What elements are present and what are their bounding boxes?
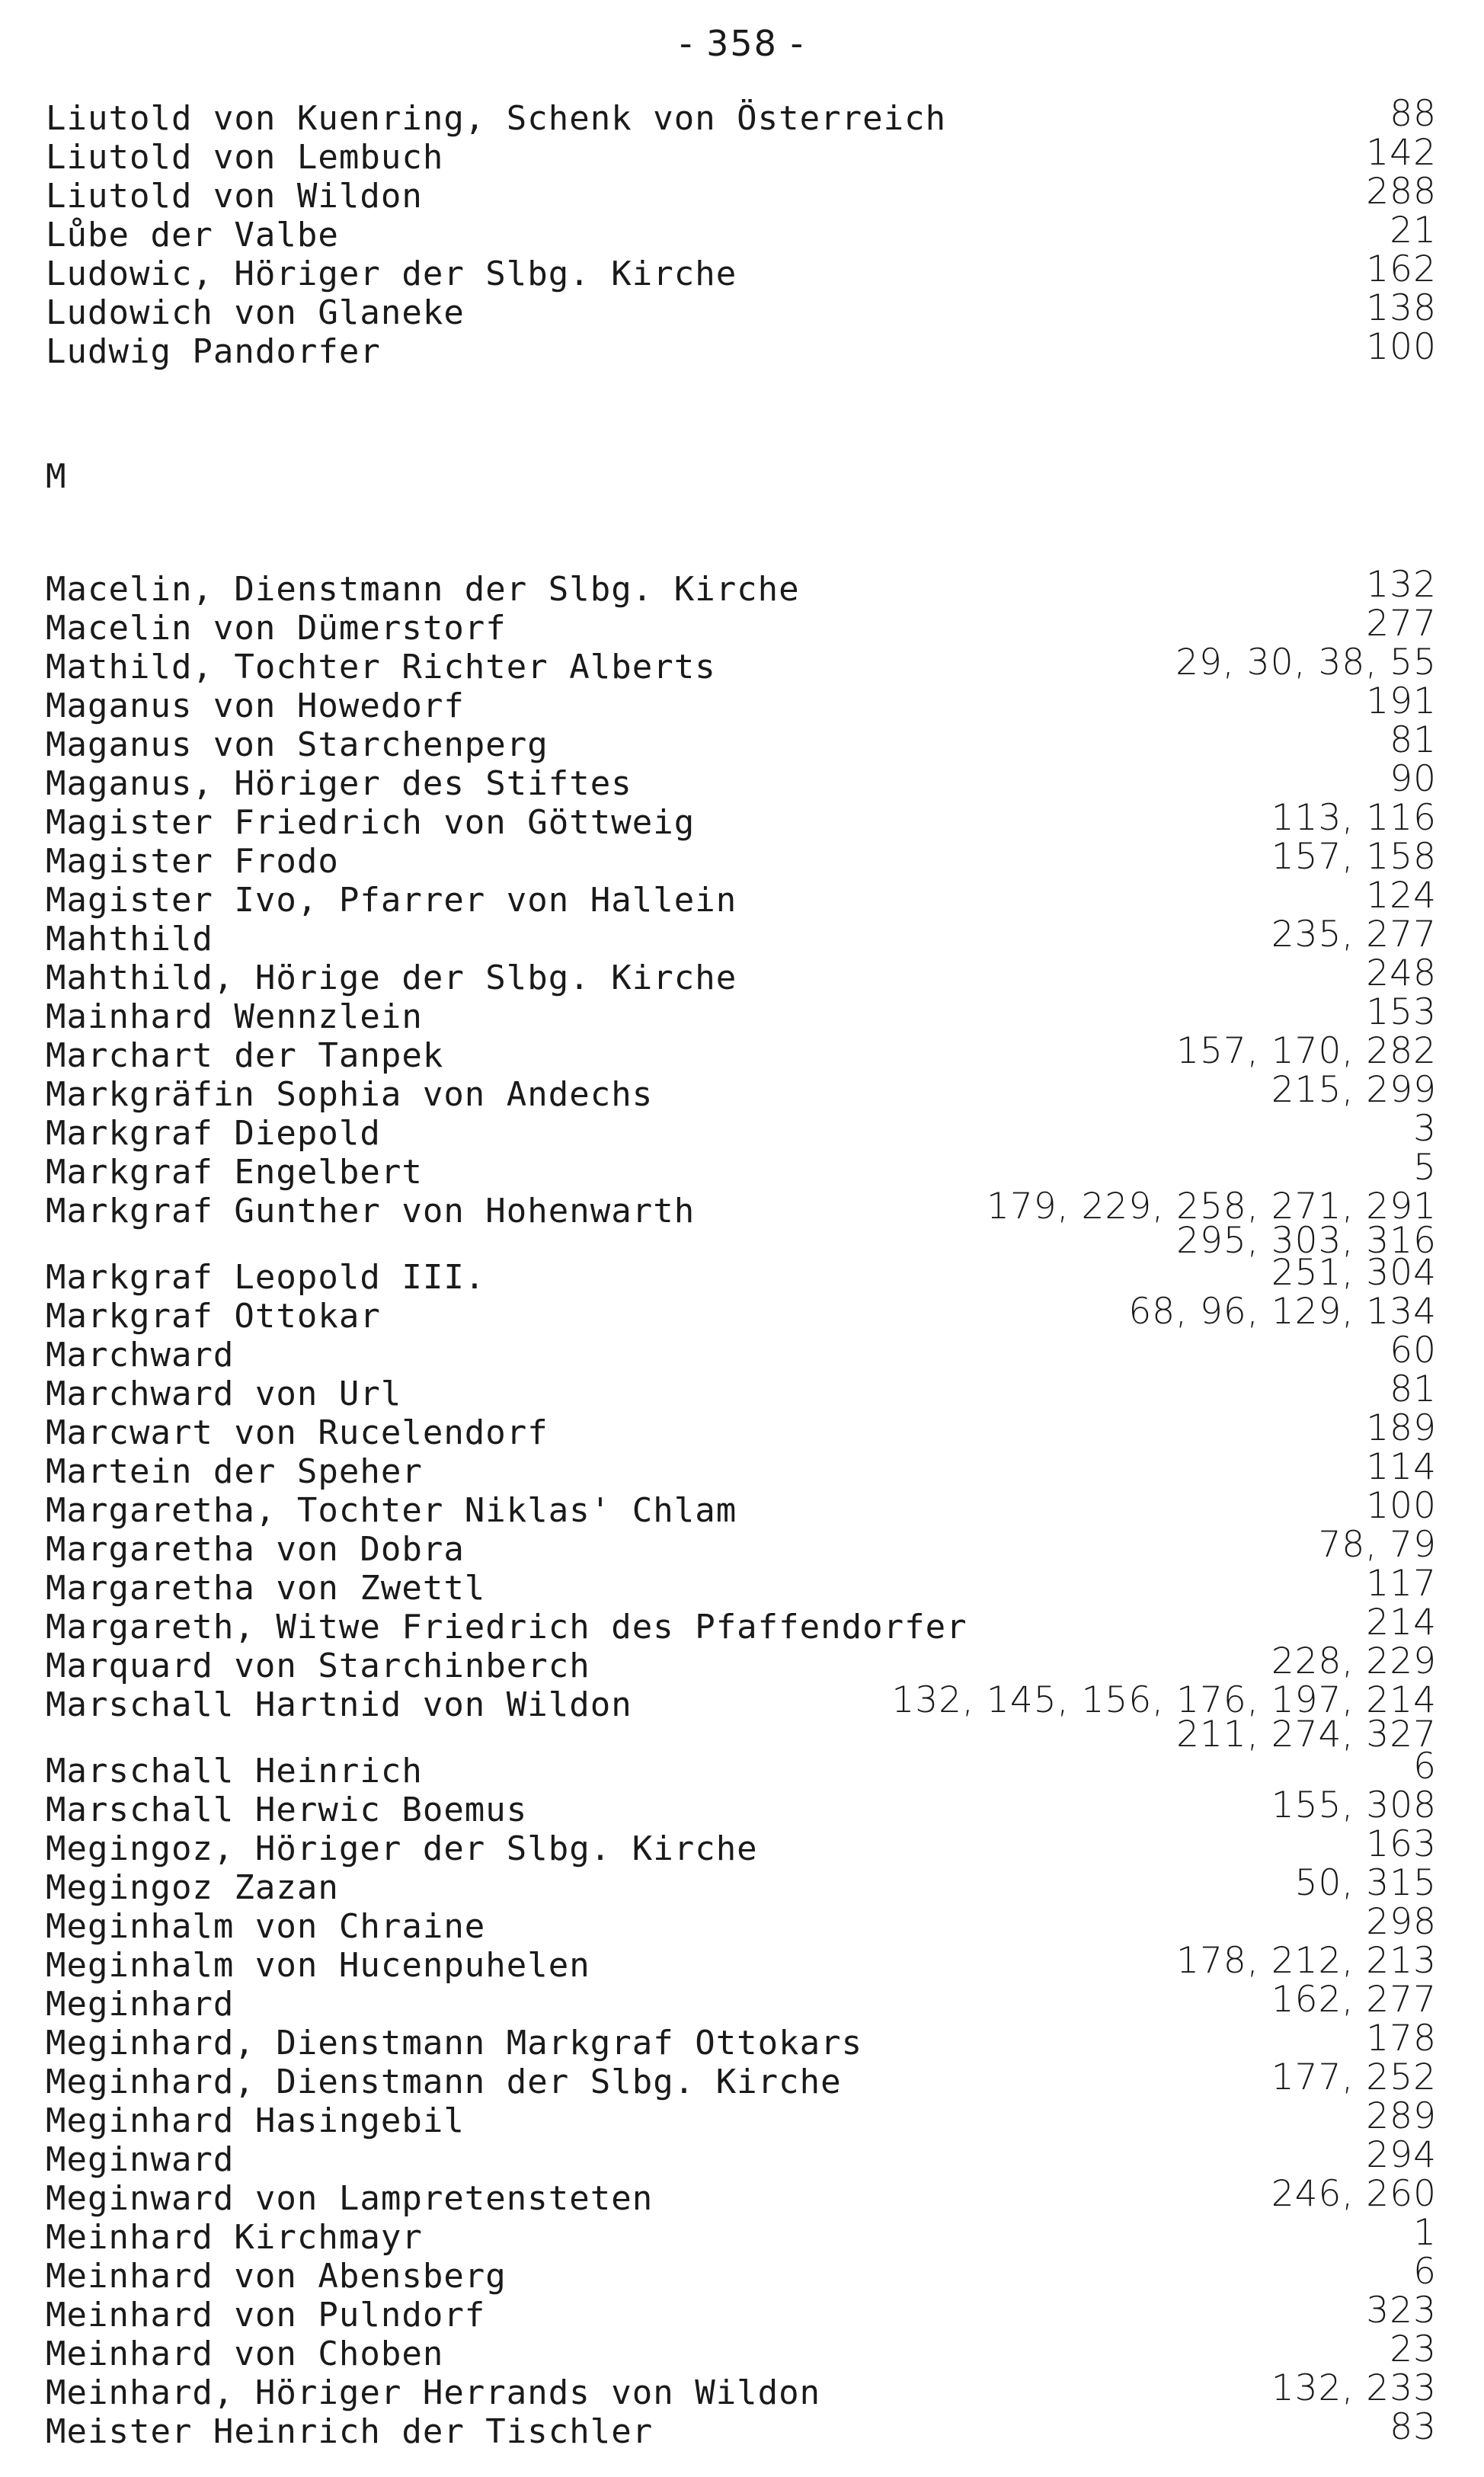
entry-pages: 132, 233 — [1271, 2367, 1437, 2409]
entry-pages: 298 — [1366, 1901, 1437, 1943]
entry-name: Martein der Speher — [46, 1452, 423, 1491]
entry-pages: 5 — [1413, 1147, 1437, 1189]
index-entry — [0, 914, 1484, 959]
entry-pages: 228, 229 — [1271, 1640, 1437, 1682]
entry-name: Liutold von Wildon — [46, 177, 423, 216]
entry-name: Meginhard — [46, 1985, 235, 2024]
index-entry — [0, 1940, 1484, 1986]
index-entry — [0, 1446, 1484, 1492]
entry-pages: 248 — [1366, 952, 1437, 994]
entry-name: Liutold von Lembuch — [46, 138, 444, 177]
entry-name: Marschall Hartnid von Wildon — [46, 1685, 632, 1724]
entry-name: Marschall Herwic Boemus — [46, 1791, 528, 1829]
entry-pages: 138 — [1366, 287, 1437, 329]
index-entry — [0, 1330, 1484, 1375]
entry-pages: 294 — [1366, 2134, 1437, 2176]
entry-name: Markgraf Ottokar — [46, 1297, 381, 1336]
entry-name: Meinhard von Pulndorf — [46, 2296, 486, 2335]
entry-name: Meginhalm von Hucenpuhelen — [46, 1946, 590, 1985]
index-entry — [0, 2328, 1484, 2374]
entry-name: Markgraf Gunther von Hohenwarth — [46, 1192, 696, 1230]
index-entry — [0, 1563, 1484, 1608]
entry-name: Margaretha von Zwettl — [46, 1569, 486, 1608]
entry-pages: 235, 277 — [1271, 914, 1437, 955]
entry-pages: 124 — [1366, 875, 1437, 917]
entry-pages: 189 — [1366, 1407, 1437, 1449]
entry-pages: 178, 212, 213 — [1176, 1940, 1437, 1982]
entry-name: Marquard von Starchinberch — [46, 1647, 590, 1685]
entry-name: Maganus von Starchenperg — [46, 725, 549, 764]
index-entry — [0, 93, 1484, 139]
entry-name: Megingoz Zazan — [46, 1868, 339, 1907]
entry-pages: 88 — [1390, 93, 1437, 135]
entry-pages: 157, 170, 282 — [1176, 1030, 1437, 1072]
entry-name: Macelin von Dümerstorf — [46, 609, 507, 648]
entry-name: Ludowic, Höriger der Slbg. Kirche — [46, 254, 737, 293]
index-entry — [0, 1030, 1484, 1076]
index-entry — [0, 2367, 1484, 2413]
index-entry — [0, 719, 1484, 765]
entry-pages: 81 — [1390, 719, 1437, 761]
index-entry — [0, 1368, 1484, 1414]
index-entry — [0, 1979, 1484, 2024]
entry-pages: 23 — [1390, 2328, 1437, 2370]
index-entry — [0, 326, 1484, 372]
entry-pages: 277 — [1366, 603, 1437, 645]
entry-pages: 83 — [1390, 2406, 1437, 2448]
entry-pages: 323 — [1366, 2290, 1437, 2331]
entry-name: Maganus von Howedorf — [46, 686, 465, 725]
entry-pages: 90 — [1390, 758, 1437, 800]
entry-pages-continued: 295, 303, 316 — [1176, 1220, 1437, 1262]
index-entry — [0, 875, 1484, 920]
entry-name: Marchward von Url — [46, 1375, 402, 1413]
entry-pages: 177, 252 — [1271, 2056, 1437, 2098]
index-entry — [0, 836, 1484, 882]
index-entry — [0, 952, 1484, 998]
entry-name: Meginhard, Dienstmann der Slbg. Kirche — [46, 2063, 842, 2101]
entry-pages-continued: 211, 274, 327 — [1176, 1714, 1437, 1755]
entry-name: Mainhard Wennzlein — [46, 997, 423, 1036]
index-entry — [0, 210, 1484, 255]
page-number: - 358 - — [679, 23, 805, 64]
entry-pages: 113, 116 — [1271, 797, 1437, 839]
entry-name: Ludwig Pandorfer — [46, 332, 381, 371]
entry-name: Markgraf Engelbert — [46, 1153, 423, 1192]
entry-name: Marschall Heinrich — [46, 1752, 423, 1791]
entry-name: Margaretha, Tochter Niklas' Chlam — [46, 1491, 737, 1530]
index-entry — [0, 2056, 1484, 2102]
index-entry — [0, 287, 1484, 333]
entry-pages: 132 — [1366, 564, 1437, 606]
index-entry — [0, 1524, 1484, 1570]
index-entry — [0, 1485, 1484, 1531]
entry-pages: 142 — [1366, 132, 1437, 174]
index-entry — [0, 132, 1484, 178]
entry-name: Megingoz, Höriger der Slbg. Kirche — [46, 1829, 758, 1868]
index-entry — [0, 248, 1484, 294]
entry-name: Magister Friedrich von Göttweig — [46, 803, 696, 842]
entry-pages: 162, 277 — [1271, 1979, 1437, 2021]
entry-pages: 81 — [1390, 1368, 1437, 1410]
entry-name: Meinhard von Choben — [46, 2335, 444, 2373]
entry-name: Meinhard Kirchmayr — [46, 2218, 423, 2257]
entry-name: Maganus, Höriger des Stiftes — [46, 764, 632, 803]
index-entry — [0, 1746, 1484, 1791]
entry-name: Meinhard, Höriger Herrands von Wildon — [46, 2373, 821, 2412]
entry-name: Meister Heinrich der Tischler — [46, 2412, 654, 2451]
entry-name: Meginhard, Dienstmann Markgraf Ottokars — [46, 2024, 863, 2063]
entry-pages: 153 — [1366, 991, 1437, 1033]
entry-pages: 251, 304 — [1271, 1252, 1437, 1294]
entry-pages: 78, 79 — [1318, 1524, 1437, 1566]
entry-pages: 191 — [1366, 680, 1437, 722]
index-entry — [0, 2290, 1484, 2335]
entry-name: Meginhalm von Chraine — [46, 1907, 486, 1946]
index-entry — [0, 2212, 1484, 2258]
entry-name: Macelin, Dienstmann der Slbg. Kirche — [46, 570, 800, 609]
entry-name: Markgraf Leopold III. — [46, 1258, 486, 1297]
index-entry — [0, 1407, 1484, 1453]
index-entry — [0, 2251, 1484, 2296]
entry-pages: 178 — [1366, 2018, 1437, 2059]
entry-pages: 155, 308 — [1271, 1784, 1437, 1826]
entry-name: Mathild, Tochter Richter Alberts — [46, 648, 716, 686]
entry-pages: 288 — [1366, 171, 1437, 213]
index-entry — [0, 1602, 1484, 1647]
index-entry — [0, 2134, 1484, 2180]
index-entry — [0, 1862, 1484, 1908]
entry-pages: 162 — [1366, 248, 1437, 290]
entry-pages: 68, 96, 129, 134 — [1128, 1291, 1437, 1333]
index-entry — [0, 1069, 1484, 1115]
entry-pages: 132, 145, 156, 176, 197, 214 — [891, 1679, 1437, 1721]
index-entry — [0, 642, 1484, 687]
entry-pages: 214 — [1366, 1602, 1437, 1643]
entry-name: Mahthild — [46, 920, 213, 958]
entry-name: Magister Frodo — [46, 842, 339, 881]
entry-pages: 3 — [1413, 1108, 1437, 1150]
index-entry — [0, 680, 1484, 726]
entry-pages: 1 — [1413, 2212, 1437, 2254]
index-entry — [0, 797, 1484, 843]
entry-pages: 157, 158 — [1271, 836, 1437, 878]
entry-name: Meginward von Lampretensteten — [46, 2179, 654, 2218]
entry-pages: 289 — [1366, 2095, 1437, 2137]
index-entry — [0, 2018, 1484, 2063]
entry-name: Liutold von Kuenring, Schenk von Österreich — [46, 99, 947, 138]
entry-pages: 114 — [1366, 1446, 1437, 1488]
entry-pages: 179, 229, 258, 271, 291 — [986, 1186, 1437, 1227]
entry-pages: 21 — [1390, 210, 1437, 251]
entry-pages: 246, 260 — [1271, 2173, 1437, 2215]
index-entry — [0, 1108, 1484, 1154]
entry-name: Lůbe der Valbe — [46, 216, 339, 254]
entry-name: Marchward — [46, 1336, 235, 1375]
entry-name: Margaretha von Dobra — [46, 1530, 465, 1569]
section-letter: M — [46, 457, 66, 496]
index-entry — [0, 171, 1484, 216]
entry-name: Markgraf Diepold — [46, 1114, 381, 1153]
index-entry — [0, 2095, 1484, 2141]
entry-name: Marchart der Tanpek — [46, 1036, 444, 1075]
entry-name: Meginhard Hasingebil — [46, 2101, 465, 2140]
entry-name: Magister Ivo, Pfarrer von Hallein — [46, 881, 737, 920]
entry-name: Marcwart von Rucelendorf — [46, 1413, 549, 1452]
entry-pages: 117 — [1366, 1563, 1437, 1605]
entry-pages: 163 — [1366, 1823, 1437, 1865]
entry-pages: 60 — [1390, 1330, 1437, 1371]
index-entry — [0, 758, 1484, 804]
entry-name: Meginward — [46, 2140, 235, 2179]
index-entry — [0, 2173, 1484, 2219]
entry-pages: 215, 299 — [1271, 1069, 1437, 1111]
entry-pages: 29, 30, 38, 55 — [1175, 642, 1437, 683]
entry-name: Mahthild, Hörige der Slbg. Kirche — [46, 958, 737, 997]
entry-name: Meinhard von Abensberg — [46, 2257, 507, 2296]
entry-pages: 6 — [1413, 2251, 1437, 2293]
index-entry — [0, 1291, 1484, 1336]
entry-name: Margareth, Witwe Friedrich des Pfaffendorfer — [46, 1608, 967, 1647]
index-entry — [0, 564, 1484, 610]
entry-pages: 100 — [1366, 1485, 1437, 1527]
entry-name: Ludowich von Glaneke — [46, 293, 465, 332]
entry-pages: 50, 315 — [1294, 1862, 1437, 1904]
entry-name: Markgräfin Sophia von Andechs — [46, 1075, 654, 1114]
index-entry — [0, 2406, 1484, 2452]
entry-pages: 100 — [1366, 326, 1437, 368]
index-entry — [0, 1823, 1484, 1869]
entry-pages: 6 — [1413, 1746, 1437, 1787]
index-entry — [0, 1784, 1484, 1830]
